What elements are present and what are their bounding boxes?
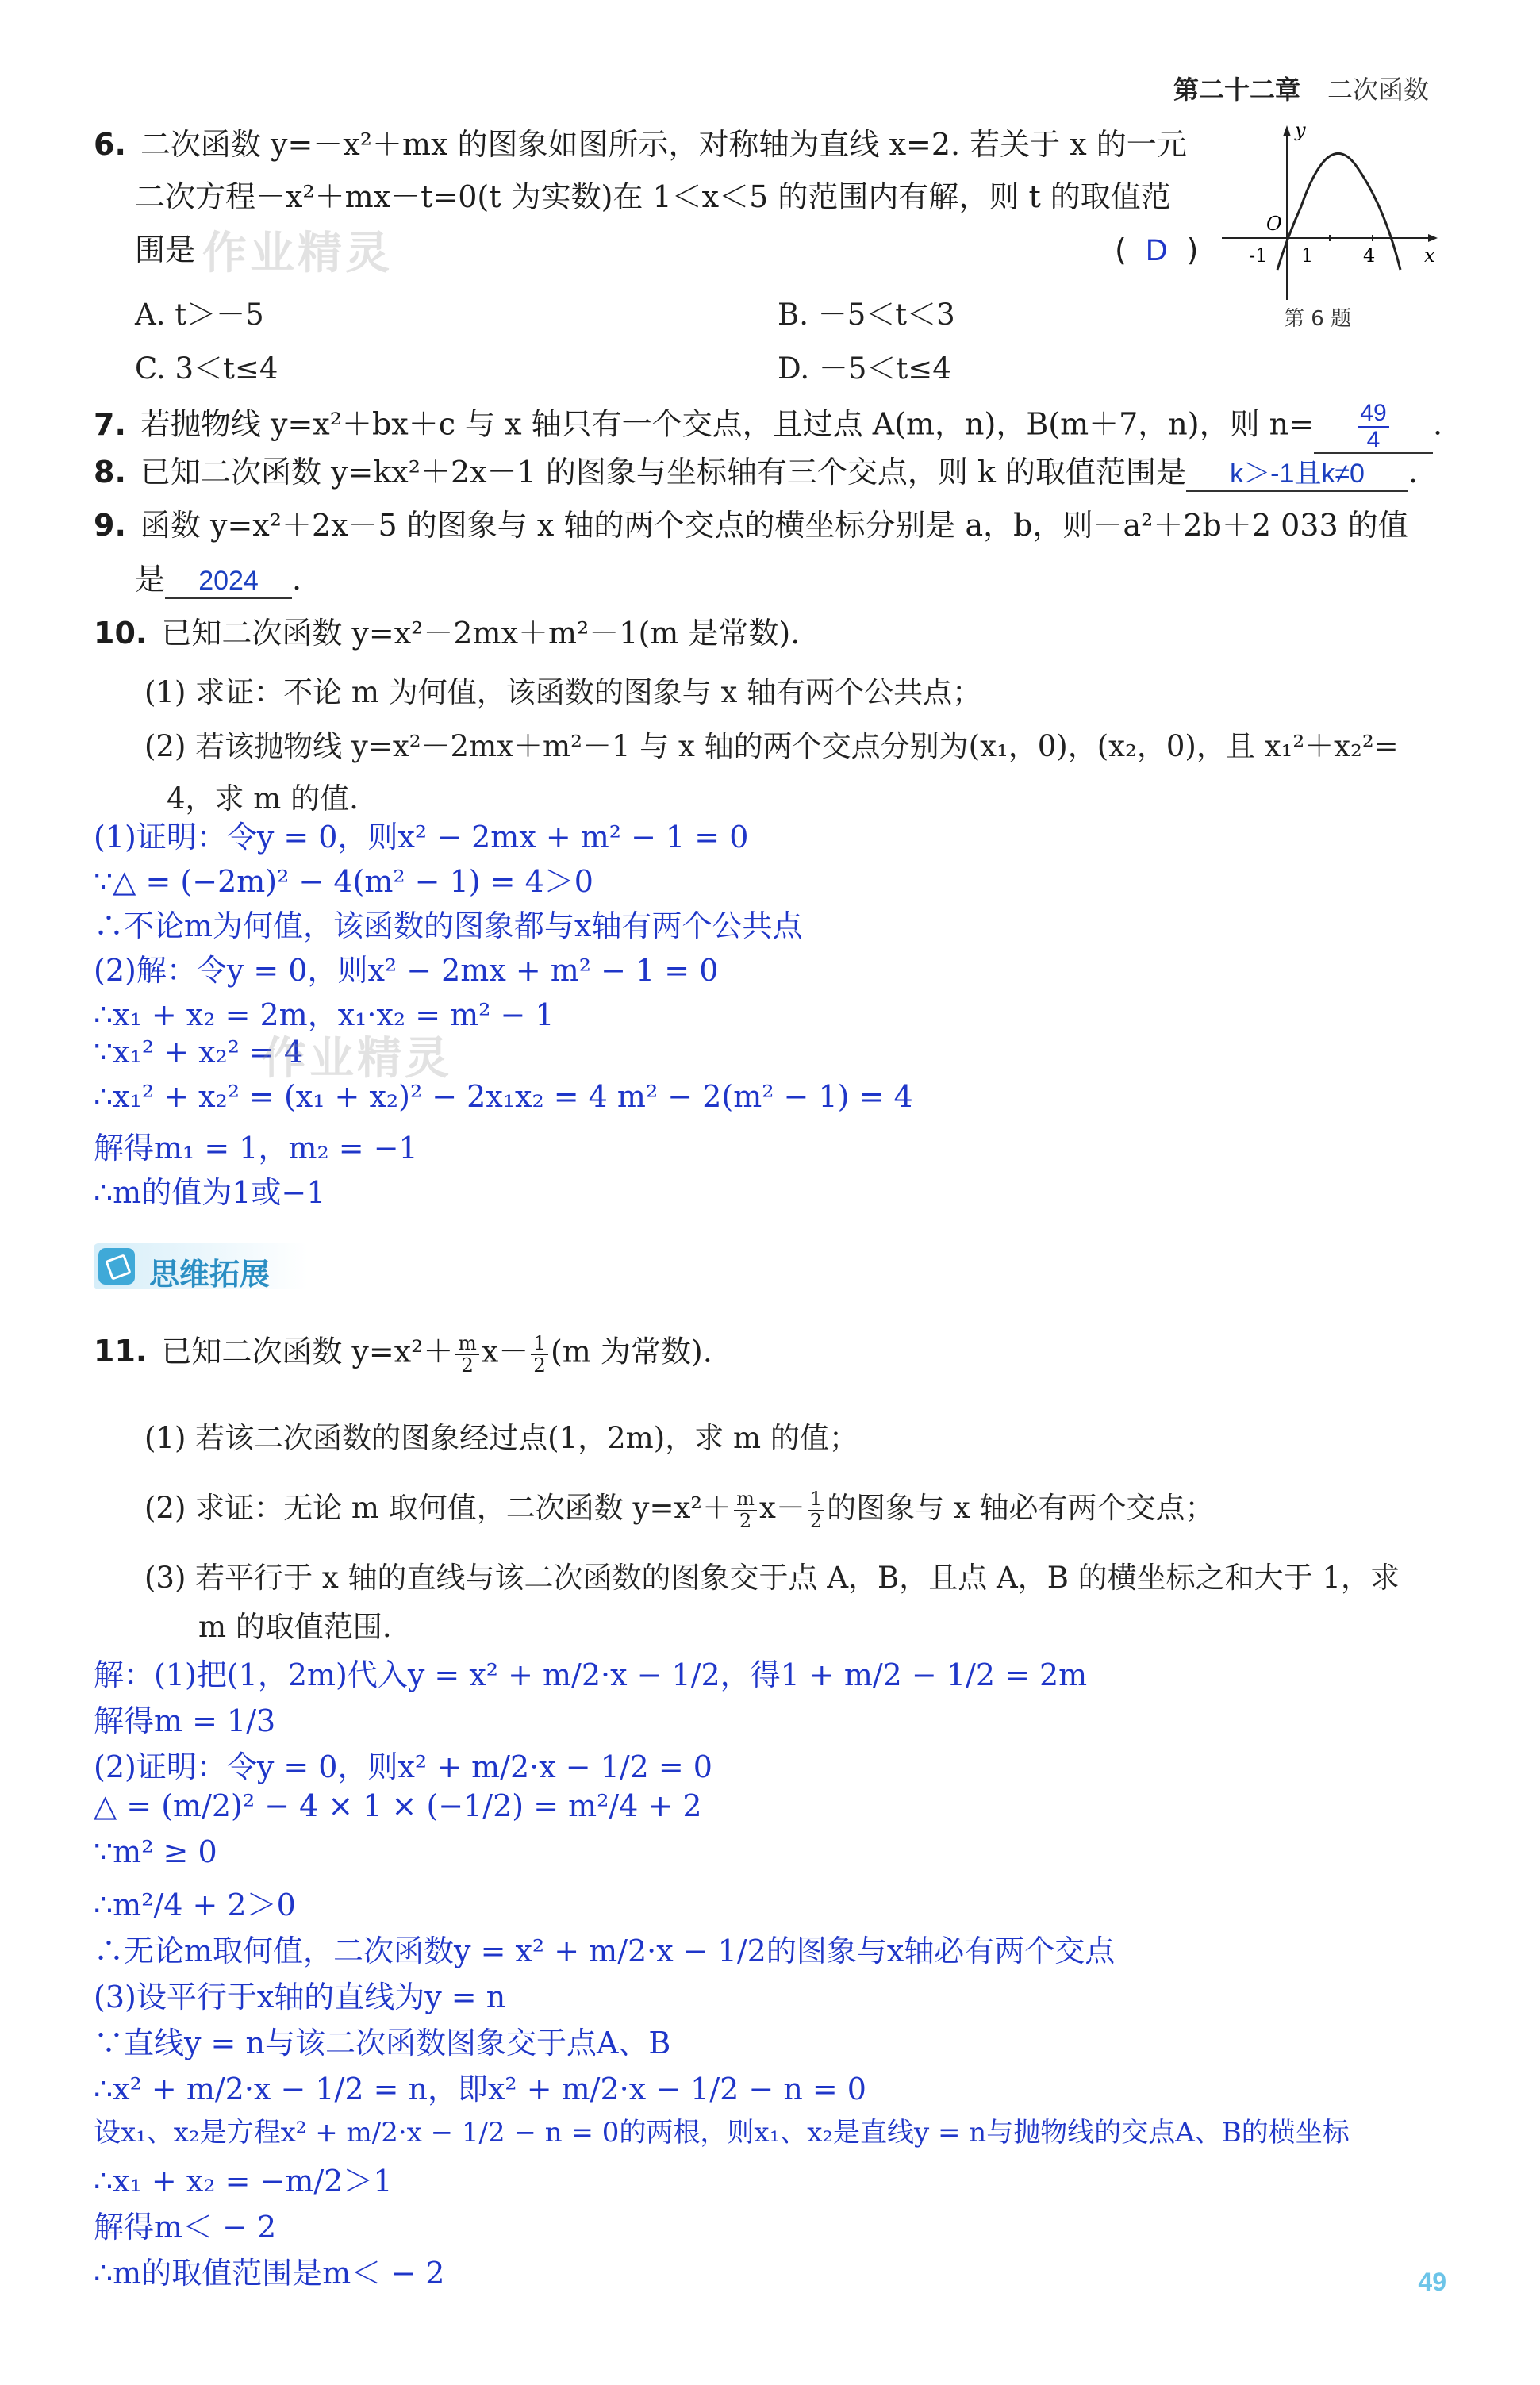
q11-solution-7: (3)设平行于x轴的直线为y = n bbox=[94, 1980, 506, 2014]
q11-sub2-c: 的图象与 x 轴必有两个交点； bbox=[827, 1491, 1215, 1525]
q6-answer: D bbox=[1146, 234, 1168, 267]
q11-frac-1: 1 bbox=[531, 1333, 548, 1355]
q6-number: 6. bbox=[94, 127, 126, 162]
q10-number: 10. bbox=[94, 616, 148, 651]
q11-sub2-frac-2b: 2 bbox=[809, 1509, 823, 1532]
q11-solution-13: ∴m的取值范围是m＜ − 2 bbox=[94, 2256, 445, 2291]
q11-text-b: x－ bbox=[481, 1334, 529, 1369]
y-label: y bbox=[1295, 119, 1306, 141]
q6-text-2: 二次方程－x²＋mx－t=0(t 为实数)在 1＜x＜5 的范围内有解，则 t 的取值范 bbox=[135, 179, 1171, 214]
watermark-1: 作业精灵 bbox=[202, 228, 393, 279]
q11-solution-12: 解得m＜ − 2 bbox=[94, 2210, 277, 2245]
q11-solution-9: ∴x² + m/2·x − 1/2 = n，即x² + m/2·x − 1/2 − n = 0 bbox=[94, 2072, 866, 2107]
q11-sub2-a: (2) 求证：无论 m 取何值，二次函数 y=x²＋ bbox=[144, 1491, 732, 1525]
q7: 7. 若抛物线 y=x²＋bx＋c 与 x 轴只有一个交点，且过点 A(m，n)，B(m＋7，n)，则 n= $\frac{49}{4}$ . bbox=[94, 400, 1443, 453]
q10 bbox=[94, 616, 800, 652]
q6-line1 bbox=[94, 127, 1187, 163]
q9-text-2: 是 bbox=[135, 562, 166, 597]
q10-sub2b: 4，求 m 的值. bbox=[167, 782, 359, 816]
q11-sub2-frac-2a: 2 bbox=[739, 1509, 752, 1532]
watermark-2: 作业精灵 bbox=[262, 1033, 452, 1085]
x-label: x bbox=[1424, 244, 1435, 267]
q6-choice-c: C. 3＜t≤4 bbox=[135, 351, 278, 386]
q11-solution-1: 解得m = 1/3 bbox=[94, 1703, 276, 1738]
tick-label-4: 4 bbox=[1363, 244, 1376, 267]
q11-sub1: (1) 若该二次函数的图象经过点(1，2m)，求 m 的值； bbox=[144, 1421, 858, 1455]
q10-solution-1: ∵△ = (−2m)² − 4(m² − 1) = 4＞0 bbox=[94, 864, 593, 899]
chapter-number: 第二十二章 bbox=[1173, 75, 1300, 105]
q10-solution-5: ∵x₁² + x₂² = 4 bbox=[94, 1035, 304, 1070]
q6-choice-b: B. －5＜t＜3 bbox=[778, 298, 955, 332]
q11-solution-2: (2)证明：令y = 0，则x² + m/2·x − 1/2 = 0 bbox=[94, 1749, 712, 1784]
q6-text-3: 围是 bbox=[135, 232, 196, 267]
q10-solution-2: ∴不论m为何值，该函数的图象都与x轴有两个公共点 bbox=[94, 908, 803, 943]
q11-text-a: 已知二次函数 y=x²＋ bbox=[161, 1334, 454, 1369]
q11-sub3b: m 的取值范围. bbox=[198, 1610, 392, 1644]
q10-solution-6: ∴x₁² + x₂² = (x₁ + x₂)² − 2x₁x₂ = 4 m² − 2(m² − 1) = 4 bbox=[94, 1079, 913, 1114]
q6-text-1: 二次函数 y=－x²＋mx 的图象如图所示，对称轴为直线 x=2. 若关于 x 的一元 bbox=[140, 127, 1187, 162]
q8: 8. 已知二次函数 y=kx²＋2x－1 的图象与坐标轴有三个交点，则 k 的取值范围是 k＞-1且k≠0 . bbox=[94, 455, 1418, 492]
q11-number: 11. bbox=[94, 1334, 148, 1369]
q10-solution-3: (2)解：令y = 0，则x² − 2mx + m² − 1 = 0 bbox=[94, 953, 719, 988]
q6-answer-bracket: ( D ) bbox=[1115, 232, 1199, 267]
q11-solution-3: △ = (m/2)² − 4 × 1 × (−1/2) = m²/4 + 2 bbox=[94, 1788, 702, 1823]
q7-answer-blank bbox=[1314, 401, 1433, 454]
chapter-header bbox=[1173, 70, 1429, 106]
q10-sub2: (2) 若该抛物线 y=x²－2mx＋m²－1 与 x 轴的两个交点分别为(x₁，0)，(x₂，0)，且 x₁²＋x₂²= bbox=[144, 729, 1399, 763]
q6-parabola-figure bbox=[1214, 119, 1444, 341]
x-axis-arrow bbox=[1428, 234, 1438, 242]
q11-sub2-b: x－ bbox=[758, 1491, 805, 1525]
q11-solution-11: ∴x₁ + x₂ = −m/2＞1 bbox=[94, 2164, 393, 2199]
q8-text: 已知二次函数 y=kx²＋2x－1 的图象与坐标轴有三个交点，则 k 的取值范围是 bbox=[140, 455, 1187, 490]
q9 bbox=[94, 508, 1408, 544]
q10-solution-0: (1)证明：令y = 0，则x² − 2mx + m² − 1 = 0 bbox=[94, 820, 749, 855]
q11-solution-6: ∴无论m取何值，二次函数y = x² + m/2·x − 1/2的图象与x轴必有两个交点 bbox=[94, 1934, 1116, 1968]
q10-solution-7: 解得m₁ = 1，m₂ = −1 bbox=[94, 1131, 418, 1166]
q11-text-c: (m 为常数). bbox=[550, 1334, 712, 1369]
q11-frac-2b: 2 bbox=[533, 1353, 546, 1377]
q10-sub1: (1) 求证：不论 m 为何值，该函数的图象与 x 轴有两个公共点； bbox=[144, 675, 982, 709]
q11 bbox=[94, 1333, 712, 1376]
q10-text: 已知二次函数 y=x²－2mx＋m²－1(m 是常数). bbox=[161, 616, 801, 651]
section-title: 思维拓展 bbox=[149, 1257, 271, 1292]
q7-ans-denominator: 4 bbox=[1366, 426, 1381, 453]
q11-solution-5: ∴m²/4 + 2＞0 bbox=[94, 1888, 296, 1922]
q11-solution-0: 解：(1)把(1，2m)代入y = x² + m/2·x − 1/2，得1 + m/2 − 1/2 = 2m bbox=[94, 1657, 1088, 1692]
q11-solution-8: ∵直线y = n与该二次函数图象交于点A、B bbox=[94, 2026, 671, 2060]
q8-number: 8. bbox=[94, 455, 126, 490]
q11-frac-2a: 2 bbox=[461, 1353, 474, 1377]
q6-choice-d: D. －5＜t≤4 bbox=[778, 351, 951, 386]
section-icon bbox=[98, 1248, 135, 1285]
q10-solution-8: ∴m的值为1或−1 bbox=[94, 1175, 326, 1210]
q9-answer: 2024 bbox=[165, 565, 292, 599]
tick-label-neg1: -1 bbox=[1249, 244, 1268, 267]
page-number: 49 bbox=[1418, 2268, 1446, 2296]
q6-choice-a: A. t＞－5 bbox=[135, 298, 264, 332]
q11-sub2-frac-m: m bbox=[734, 1489, 757, 1511]
q8-answer: k＞-1且k≠0 bbox=[1186, 458, 1408, 492]
q11-sub2 bbox=[144, 1484, 1215, 1531]
parabola-curve bbox=[1277, 153, 1400, 270]
q9-number: 9. bbox=[94, 508, 126, 543]
q11-frac-m: m bbox=[455, 1333, 478, 1355]
q11-solution-10: 设x₁、x₂是方程x² + m/2·x − 1/2 − n = 0的两根，则x₁、x₂是直线y = n与抛物线的交点A、B的横坐标 bbox=[94, 2117, 1350, 2149]
q7-text: 若抛物线 y=x²＋bx＋c 与 x 轴只有一个交点，且过点 A(m，n)，B(m＋7，n)，则 n= bbox=[140, 406, 1314, 442]
section-header bbox=[94, 1243, 308, 1292]
q11-sub3: (3) 若平行于 x 轴的直线与该二次函数的图象交于点 A，B，且点 A，B 的横坐标之和大于 1，求 bbox=[144, 1561, 1400, 1595]
q11-solution-4: ∵m² ≥ 0 bbox=[94, 1834, 217, 1869]
origin-label: O bbox=[1266, 213, 1282, 235]
q7-number: 7. bbox=[94, 406, 126, 442]
figure-caption: 第 6 题 bbox=[1284, 307, 1352, 331]
q9-line2: 是 2024 . bbox=[135, 562, 301, 599]
chapter-title: 二次函数 bbox=[1327, 75, 1429, 105]
y-axis-arrow bbox=[1283, 125, 1291, 136]
q7-ans-numerator: 49 bbox=[1358, 401, 1388, 428]
q10-solution-4: ∴x₁ + x₂ = 2m，x₁·x₂ = m² − 1 bbox=[94, 997, 555, 1032]
tick-label-1: 1 bbox=[1301, 244, 1314, 267]
q11-sub2-frac-1: 1 bbox=[808, 1489, 824, 1511]
q9-text: 函数 y=x²＋2x－5 的图象与 x 轴的两个交点的横坐标分别是 a，b，则－a²＋2b＋2 033 的值 bbox=[140, 508, 1408, 543]
